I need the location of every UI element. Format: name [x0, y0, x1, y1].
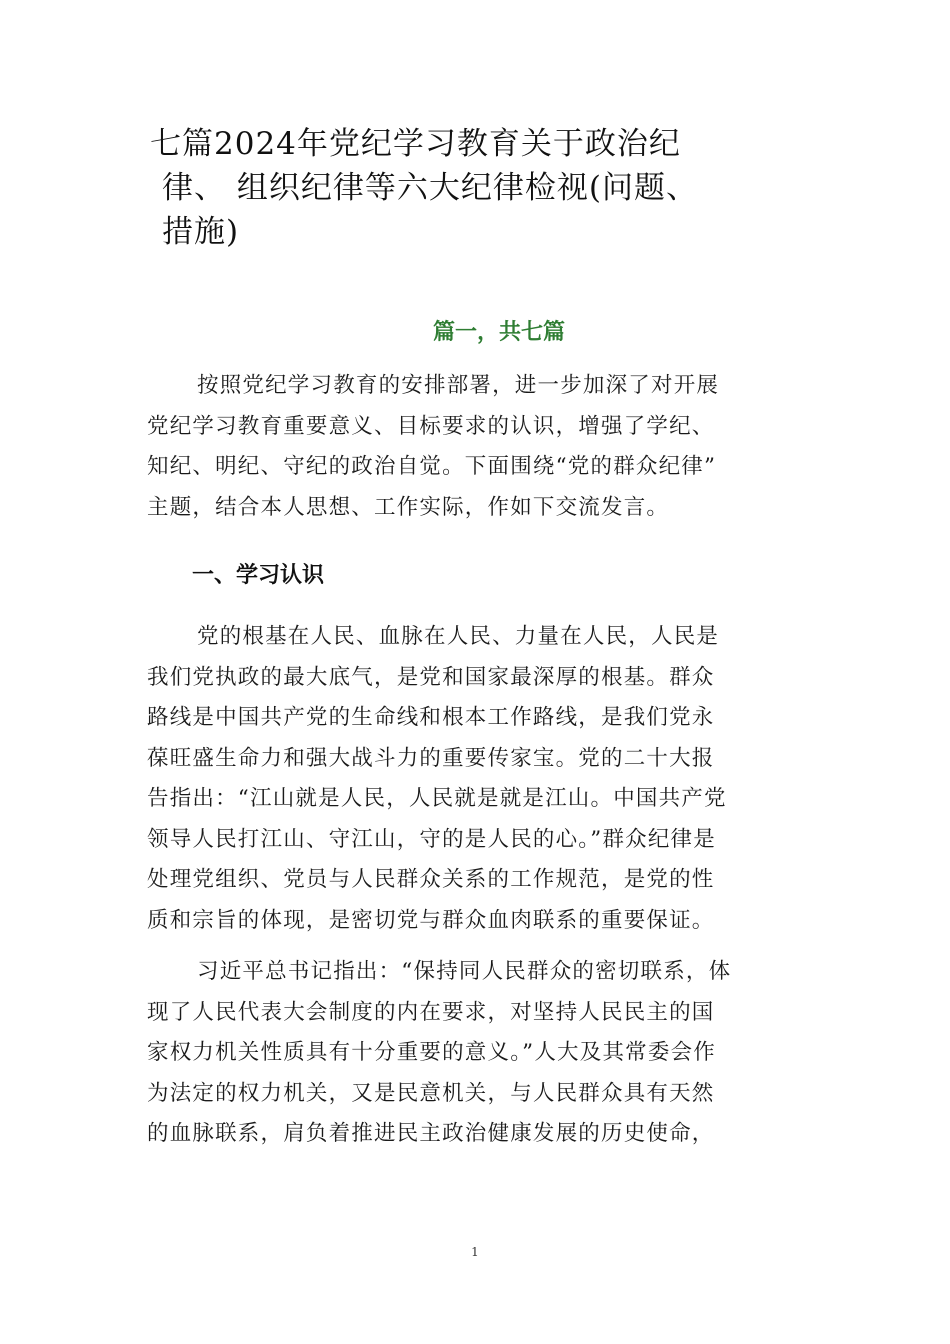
intro-paragraph — [147, 366, 807, 528]
paragraph-line: 我们党执政的最大底气，是党和国家最深厚的根基。群众 — [147, 664, 715, 690]
document-title — [150, 122, 790, 254]
paragraph-line: 习近平总书记指出：“保持同人民群众的密切联系，体 — [197, 959, 732, 984]
paragraph-line: 质和宗旨的体现，是密切党与群众血肉联系的重要保证。 — [147, 907, 715, 933]
paragraph-line: 告指出：“江山就是人民，人民就是就是江山。中国共产党 — [147, 786, 727, 811]
paragraph-line: 党的根基在人民、血脉在人民、力量在人民，人民是 — [197, 624, 720, 649]
paragraph-line: 主题，结合本人思想、工作实际，作如下交流发言。 — [147, 494, 670, 520]
paragraph-xi-quote — [147, 952, 807, 1155]
title-line: 七篇2024年党纪学习教育关于政治纪 — [150, 126, 681, 162]
paragraph-line: 按照党纪学习教育的安排部署，进一步加深了对开展 — [197, 373, 720, 398]
section-heading: 篇一，共七篇 — [432, 319, 565, 345]
paragraph-line: 的血脉联系，肩负着推进民主政治健康发展的历史使命， — [147, 1121, 715, 1146]
paragraph-line: 路线是中国共产党的生命线和根本工作路线，是我们党永 — [147, 705, 715, 730]
paragraph-line: 知纪、明纪、守纪的政治自觉。下面围绕“党的群众纪律” — [147, 454, 717, 479]
paragraph-party-roots — [147, 617, 807, 941]
title-line: 措施) — [162, 214, 240, 250]
paragraph-line: 处理党组织、党员与人民群众关系的工作规范，是党的性 — [147, 867, 715, 892]
paragraph-line: 为法定的权力机关，又是民意机关，与人民群众具有天然 — [147, 1080, 715, 1106]
paragraph-line: 现了人民代表大会制度的内在要求，对坚持人民民主的国 — [147, 999, 715, 1025]
paragraph-line: 葆旺盛生命力和强大战斗力的重要传家宝。党的二十大报 — [147, 745, 715, 771]
paragraph-line: 领导人民打江山、守江山，守的是人民的心。”群众纪律是 — [147, 826, 716, 852]
paragraph-line: 家权力机关性质具有十分重要的意义。”人大及其常委会作 — [147, 1040, 716, 1065]
page-number: 1 — [471, 1245, 479, 1259]
paragraph-line: 党纪学习教育重要意义、目标要求的认识，增强了学纪、 — [147, 413, 715, 439]
title-line: 律、 组织纪律等六大纪律检视(问题、 — [162, 170, 698, 206]
subheading-study-understanding: 一、学习认识 — [192, 563, 325, 588]
